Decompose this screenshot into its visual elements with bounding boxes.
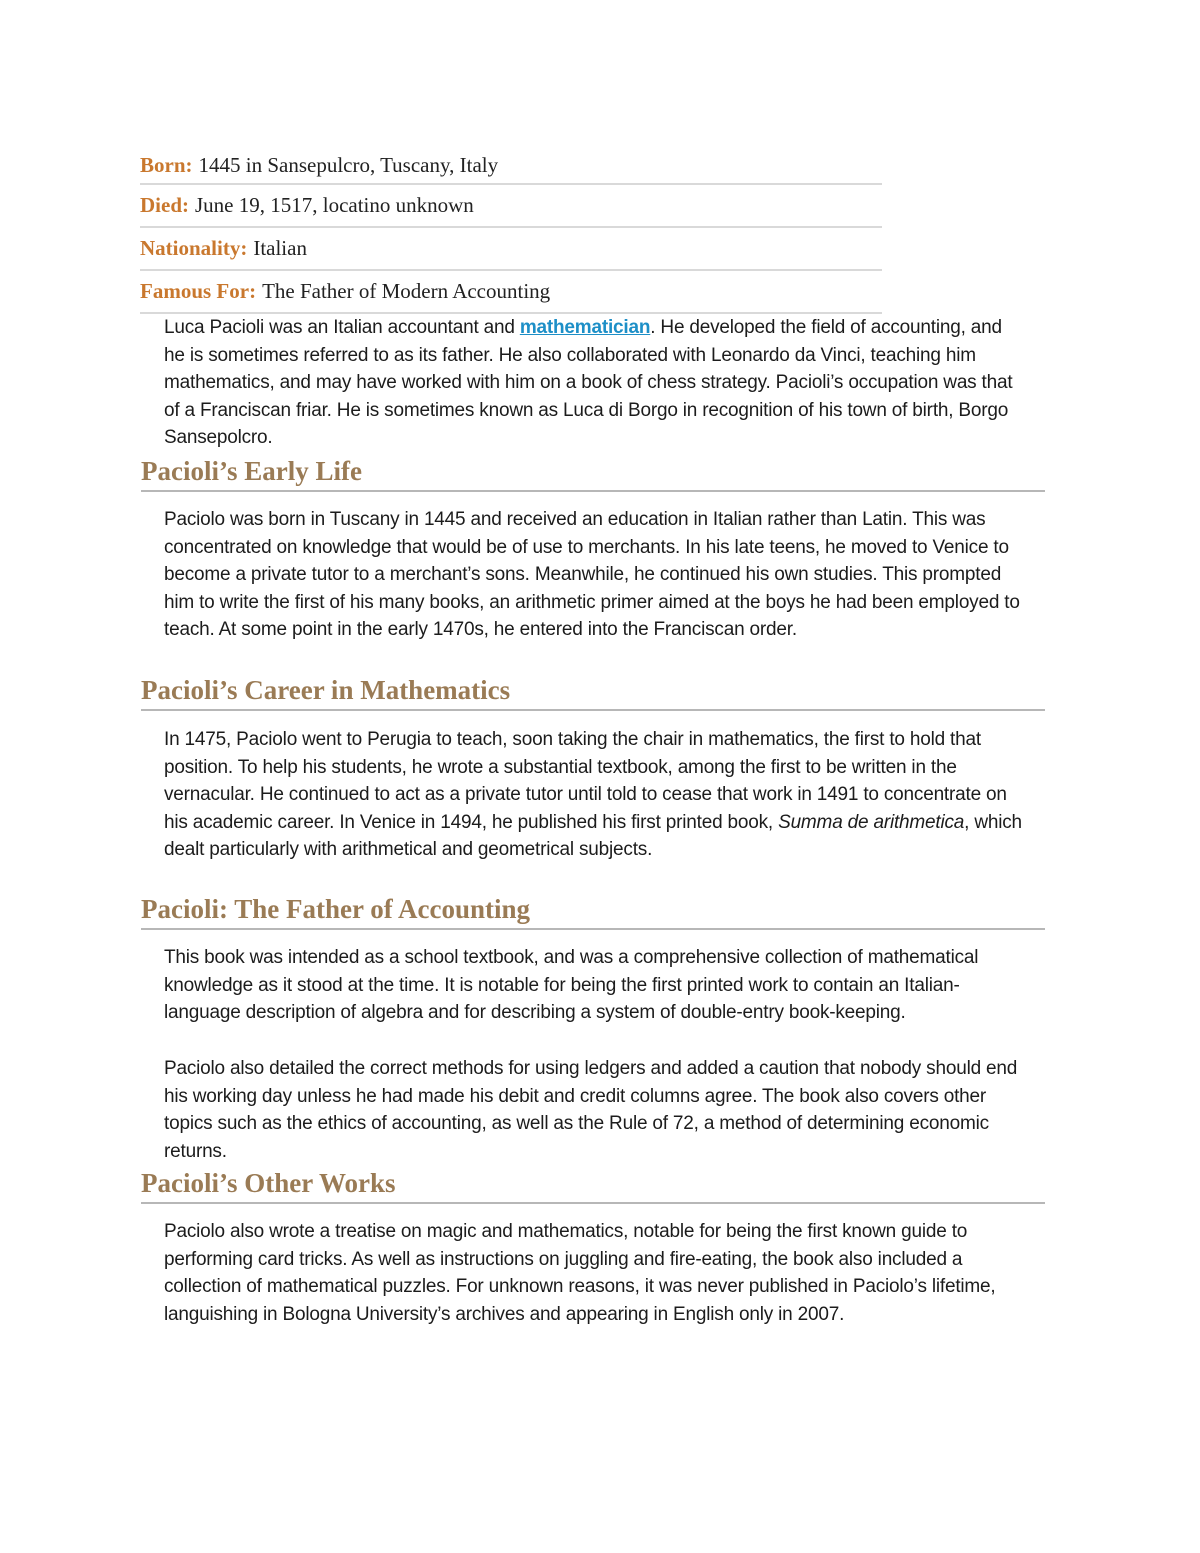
early-life-paragraph: Paciolo was born in Tuscany in 1445 and received an education in Italian rather than Latin. This was concentrated on knowledge that would be of use to merchants. In his late teens, he moved to Venice to become a private tutor to a merchant’s sons. Meanwhile, he continued his own studies. This prompted him to write the first of his many books, an arithmetic primer aimed at the boys he had been employed to teach. At some point in the early 1470s, he entered into the Franciscan order. — [164, 509, 1020, 641]
accounting-paragraph-2: Paciolo also detailed the correct methods for using ledgers and added a caution that nobody should end his working day unless he had made his debit and credit columns agree. The book also covers other topics such as the ethics of accounting, as well as the Rule of 72, a method of determining economic returns. — [164, 1058, 1018, 1162]
fact-value: The Father of Modern Accounting — [262, 279, 551, 303]
fact-label: Famous For: — [140, 279, 257, 303]
section-heading-career: Pacioli’s Career in Mathematics — [141, 673, 1045, 711]
fact-born — [140, 148, 882, 185]
fact-label: Nationality: — [140, 236, 248, 260]
fact-died — [140, 185, 882, 228]
section-heading-father-of-accounting: Pacioli: The Father of Accounting — [141, 892, 1045, 930]
mathematician-link[interactable]: mathematician — [519, 317, 651, 338]
fact-value: 1445 in Sansepulcro, Tuscany, Italy — [198, 153, 499, 177]
career-paragraph — [164, 726, 1024, 864]
book-title: Summa de arithmetica — [778, 811, 965, 833]
accounting-paragraph-1: This book was intended as a school textbook, and was a comprehensive collection of mathematical knowledge as it stood at the time. It is notable for being the first printed work to contain an Italian-language description of algebra and for describing a system of double-entry book-keeping. — [164, 947, 979, 1024]
career-text-start: In 1475, Paciolo went to Perugia to teach, soon taking the chair in mathematics, the first to hold that position. To help his students, he wrote a substantial textbook, among the first to be written in the vernacular. He continued to act as a private tutor until told to cease that work in 1491 to concentrate on his academic career. In Venice in 1494, he published his first printed book, — [164, 729, 1007, 833]
section-heading-early-life: Pacioli’s Early Life — [141, 454, 1045, 492]
intro-text-end: . He developed the field of accounting, and he is sometimes referred to as its father. He also collaborated with Leonardo da Vinci, teaching him mathematics, and may have worked with him on a book of chess strategy. Pacioli’s occupation was that of a Franciscan friar. He is sometimes known as Luca di Borgo in recognition of his town of birth, Borgo Sansepolcro. — [164, 317, 1013, 449]
fact-nationality — [140, 228, 882, 271]
fact-list — [140, 148, 882, 314]
fact-label: Born: — [140, 153, 193, 177]
other-works-paragraph: Paciolo also wrote a treatise on magic and mathematics, notable for being the first known guide to performing card tricks. As well as instructions on juggling and fire-eating, the book also included a collection of mathematical puzzles. For unknown reasons, it was never published in Paciolo’s lifetime, languishing in Bologna University’s archives and appearing in English only in 2007. — [164, 1221, 996, 1325]
fact-label: Died: — [140, 193, 189, 217]
section-heading-other-works: Pacioli’s Other Works — [141, 1166, 1045, 1204]
intro-text-start: Luca Pacioli was an Italian accountant and — [164, 317, 520, 338]
fact-value: Italian — [253, 236, 307, 260]
fact-value: June 19, 1517, locatino unknown — [195, 193, 474, 217]
intro-paragraph — [164, 314, 1024, 452]
fact-famous-for — [140, 271, 882, 314]
career-text-end: , which dealt particularly with arithmetical and geometrical subjects. — [164, 811, 1022, 861]
